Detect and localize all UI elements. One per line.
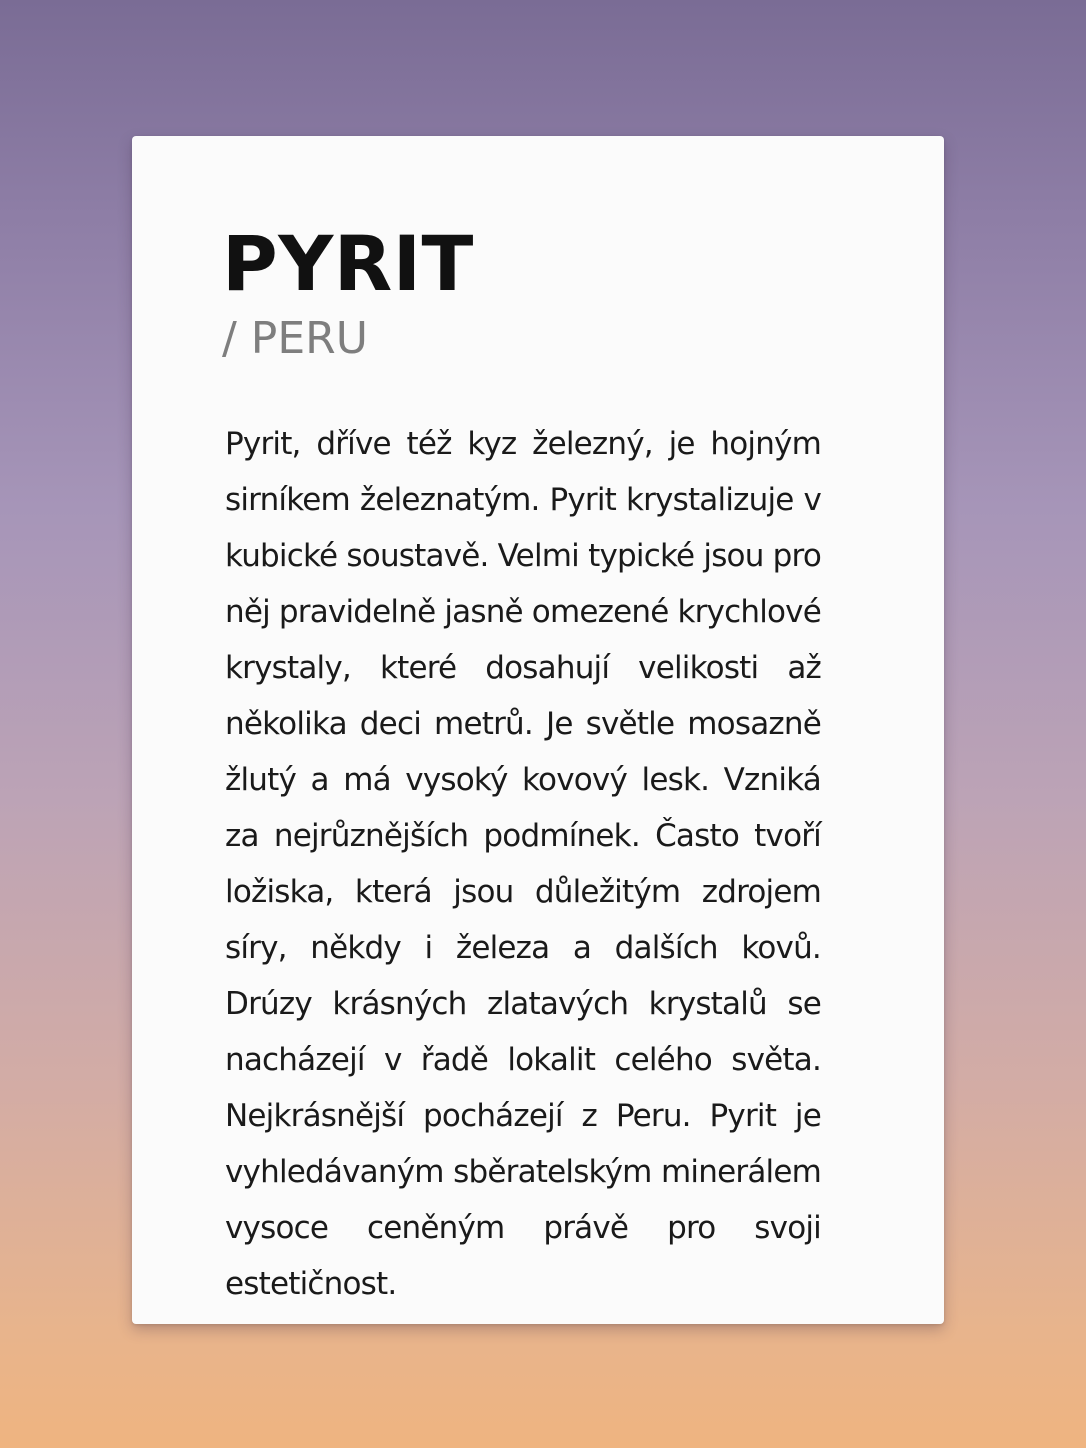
mineral-title: PYRIT — [222, 219, 474, 308]
mineral-info-card — [132, 136, 944, 1324]
mineral-origin: / PERU — [222, 313, 368, 364]
mineral-description: Pyrit, dříve též kyz železný, je hojným sirníkem železnatým. Pyrit krystalizuje v kubické soustavě. Velmi typické jsou pro něj pravidelně jasně omezené krychlové krystaly, které dosahují velikosti až několika deci metrů. Je světle mosazně žlutý a má vysoký kovový lesk. Vzniká za nejrůznějších podmínek. Často tvoří ložiska, která jsou důležitým zdrojem síry, někdy i železa a dalších kovů. Drúzy krásných zlatavých krystalů se nacházejí v řadě lokalit celého světa. Nejkrásnější pocházejí z Peru. Pyrit je vyhledávaným sběratelským minerálem vysoce ceněným právě pro svoji estetičnost. — [225, 426, 821, 1302]
